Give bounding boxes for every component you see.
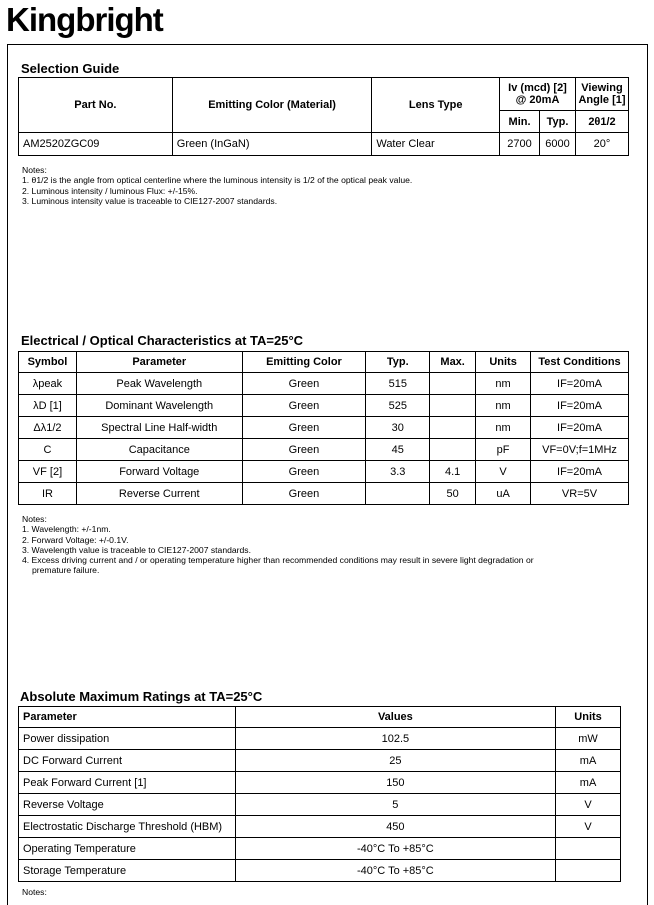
emitting-color-cell: Green — [242, 439, 366, 461]
max-cell — [430, 373, 476, 395]
parameter-cell: Electrostatic Discharge Threshold (HBM) — [19, 816, 236, 838]
table-row — [19, 417, 629, 439]
symbol-cell: Δλ1/2 — [19, 417, 77, 439]
header-iv — [500, 78, 576, 111]
parameter-cell: Capacitance — [76, 439, 242, 461]
parameter-cell: Peak Wavelength — [76, 373, 242, 395]
units-cell: pF — [476, 439, 531, 461]
electrical-notes — [22, 514, 534, 576]
max-cell — [430, 439, 476, 461]
table-row — [19, 750, 621, 772]
part-number: AM2520ZGC09 — [19, 133, 173, 156]
parameter-cell: Dominant Wavelength — [76, 395, 242, 417]
parameter-cell: Reverse Current — [76, 483, 242, 505]
max-cell — [430, 417, 476, 439]
header-values: Values — [235, 707, 555, 728]
table-row — [19, 772, 621, 794]
header-units: Units — [556, 707, 621, 728]
note-line: Notes: — [22, 514, 47, 524]
header-units: Units — [476, 352, 531, 373]
brand-logo: Kingbright — [6, 1, 163, 38]
value-cell: 450 — [235, 816, 555, 838]
typ-cell: 3.3 — [366, 461, 430, 483]
units-cell: mA — [556, 750, 621, 772]
header-min: Min. — [500, 111, 540, 133]
note-line: 4. Excess driving current and / or operating temperature higher than recommended conditions may result in severe light degradation or — [22, 555, 534, 566]
note-line: 1. Wavelength: +/-1nm. — [22, 524, 111, 535]
header-parameter: Parameter — [76, 352, 242, 373]
parameter-cell: Operating Temperature — [19, 838, 236, 860]
table-row — [19, 373, 629, 395]
table-row — [19, 133, 629, 156]
table-row — [19, 395, 629, 417]
table-row — [19, 483, 629, 505]
test-conditions-cell: IF=20mA — [531, 373, 629, 395]
typ-cell: 30 — [366, 417, 430, 439]
value-cell: 25 — [235, 750, 555, 772]
units-cell: mW — [556, 728, 621, 750]
parameter-cell: Forward Voltage — [76, 461, 242, 483]
table-row — [19, 794, 621, 816]
note-line: 2. Forward Voltage: +/-0.1V. — [22, 534, 129, 545]
header-part-no: Part No. — [19, 78, 173, 133]
emitting-color-cell: Green — [242, 395, 366, 417]
iv-typ: 6000 — [540, 133, 576, 156]
note-line: 2. Luminous intensity / luminous Flux: +/-15%. — [22, 185, 198, 196]
note-line: Notes: — [22, 165, 47, 175]
test-conditions-cell: IF=20mA — [531, 461, 629, 483]
lens-type: Water Clear — [372, 133, 500, 156]
parameter-cell: Power dissipation — [19, 728, 236, 750]
test-conditions-cell: IF=20mA — [531, 395, 629, 417]
value-cell: 5 — [235, 794, 555, 816]
max-cell: 4.1 — [430, 461, 476, 483]
header-angle-line2: Angle [1] — [578, 94, 626, 106]
header-lens-type: Lens Type — [372, 78, 500, 133]
parameter-cell: DC Forward Current — [19, 750, 236, 772]
units-cell: mA — [556, 772, 621, 794]
viewing-angle: 20° — [575, 133, 628, 156]
units-cell: nm — [476, 373, 531, 395]
table-row — [19, 439, 629, 461]
header-max: Max. — [430, 352, 476, 373]
electrical-table — [18, 351, 629, 505]
typ-cell — [366, 483, 430, 505]
typ-cell: 525 — [366, 395, 430, 417]
max-cell: 50 — [430, 483, 476, 505]
table-row — [19, 728, 621, 750]
selection-guide-table — [18, 77, 629, 156]
symbol-cell: λpeak — [19, 373, 77, 395]
note-line: premature failure. — [32, 565, 100, 576]
units-cell: V — [556, 794, 621, 816]
units-cell: uA — [476, 483, 531, 505]
parameter-cell: Peak Forward Current [1] — [19, 772, 236, 794]
test-conditions-cell: VF=0V;f=1MHz — [531, 439, 629, 461]
header-iv-line1: Iv (mcd) [2] — [508, 82, 567, 94]
electrical-title: Electrical / Optical Characteristics at TA=25°C — [21, 333, 304, 348]
absolute-ratings-title: Absolute Maximum Ratings at TA=25°C — [20, 689, 263, 704]
units-cell — [556, 838, 621, 860]
parameter-cell: Spectral Line Half-width — [76, 417, 242, 439]
emitting-color-cell: Green — [242, 417, 366, 439]
symbol-cell: VF [2] — [19, 461, 77, 483]
symbol-cell: C — [19, 439, 77, 461]
absolute-ratings-table — [18, 706, 621, 882]
units-cell: V — [556, 816, 621, 838]
selection-guide-title: Selection Guide — [21, 61, 120, 76]
header-symbol: Symbol — [19, 352, 77, 373]
typ-cell: 515 — [366, 373, 430, 395]
value-cell: -40°C To +85°C — [235, 860, 555, 882]
units-cell — [556, 860, 621, 882]
header-theta: 2θ1/2 — [575, 111, 628, 133]
header-viewing-angle — [575, 78, 628, 111]
header-angle-line1: Viewing — [581, 82, 623, 94]
value-cell: -40°C To +85°C — [235, 838, 555, 860]
emitting-color: Green (InGaN) — [172, 133, 372, 156]
table-row — [19, 461, 629, 483]
header-emitting-color: Emitting Color — [242, 352, 366, 373]
value-cell: 150 — [235, 772, 555, 794]
typ-cell: 45 — [366, 439, 430, 461]
units-cell: nm — [476, 395, 531, 417]
test-conditions-cell: IF=20mA — [531, 417, 629, 439]
symbol-cell: λD [1] — [19, 395, 77, 417]
emitting-color-cell: Green — [242, 373, 366, 395]
header-parameter: Parameter — [19, 707, 236, 728]
header-test-conditions: Test Conditions — [531, 352, 629, 373]
table-row — [19, 816, 621, 838]
units-cell: nm — [476, 417, 531, 439]
table-row — [19, 860, 621, 882]
max-cell — [430, 395, 476, 417]
header-iv-line2: @ 20mA — [515, 94, 560, 106]
iv-min: 2700 — [500, 133, 540, 156]
parameter-cell: Reverse Voltage — [19, 794, 236, 816]
emitting-color-cell: Green — [242, 483, 366, 505]
test-conditions-cell: VR=5V — [531, 483, 629, 505]
note-line: 3. Wavelength value is traceable to CIE127-2007 standards. — [22, 544, 251, 555]
header-typ: Typ. — [540, 111, 576, 133]
header-emitting-color: Emitting Color (Material) — [172, 78, 372, 133]
symbol-cell: IR — [19, 483, 77, 505]
note-line: 1. θ1/2 is the angle from optical centerline where the luminous intensity is 1/2 of the optical peak value. — [22, 175, 413, 186]
header-typ: Typ. — [366, 352, 430, 373]
absolute-notes-label: Notes: — [22, 887, 47, 897]
parameter-cell: Storage Temperature — [19, 860, 236, 882]
units-cell: V — [476, 461, 531, 483]
emitting-color-cell: Green — [242, 461, 366, 483]
value-cell: 102.5 — [235, 728, 555, 750]
table-row — [19, 838, 621, 860]
note-line: 3. Luminous intensity value is traceable to CIE127-2007 standards. — [22, 195, 278, 206]
selection-notes — [22, 165, 412, 206]
